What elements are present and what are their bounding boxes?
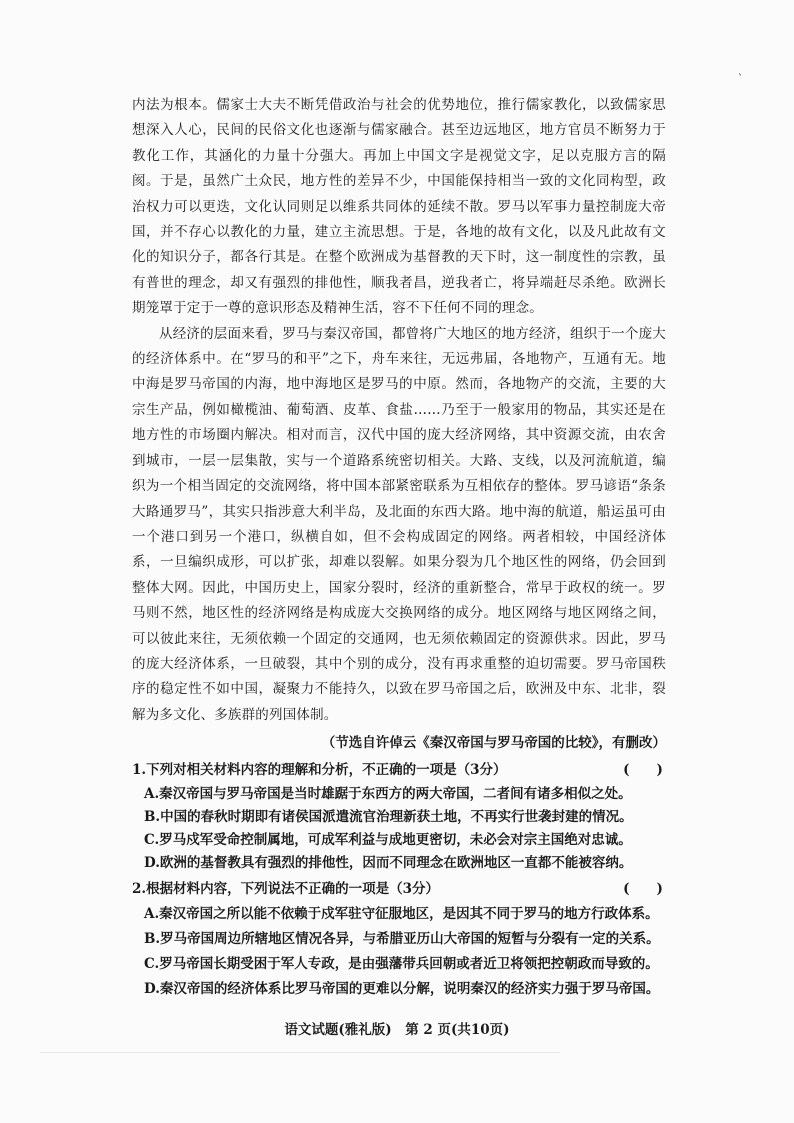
- page-footer: 语文试题(雅礼版) 第 2 页(共10页): [284, 1022, 510, 1038]
- question-2-stem-row: [132, 877, 666, 902]
- question-2-option-c: C.罗马帝国长期受困于军人专政，是由强藩带兵回朝或者近卫将领把控朝政而导致的。: [144, 956, 659, 973]
- question-2: [132, 877, 666, 1002]
- question-1: [132, 758, 666, 875]
- question-1-option-b: B.中国的春秋时期即有诸侯国派遣流官治理新获土地，不再实行世袭封建的情况。: [144, 809, 633, 826]
- passage-paragraph-2: 从经济的层面来看，罗马与秦汉帝国，都曾将广大地区的地方经济，组织于一个庞大的经济体系中。在“罗马的和平”之下，舟车来往，无远弗届，各地物产，互通有无。地中海是罗马帝国的内海，地中海地区是罗马的中原。然而，各地物产的交流，主要的大宗生产品，例如橄榄油、葡萄酒、皮革、食盐……乃至于一般家用的物品，其实还是在地方性的市场圈内解决。相对而言，汉代中国的庞大经济网络，其中资源交流，由农舍到城市，一层一层集散，实与一个道路系统密切相关。大路、支线，以及河流航道，编织为一个相当固定的交流网络，将中国本部紧密联系为互相依存的整体。罗马谚语“条条大路通罗马”，其实只指涉意大利半岛，及北面的东西大路。地中海的航道，船运虽可由一个港口到另一个港口，纵横自如，但不会构成固定的网络。两者相较，中国经济体系，一旦编织成形，可以扩张，却难以裂解。如果分裂为几个地区性的网络，仍会回到整体大网。因此，中国历史上，国家分裂时，经济的重新整合，常早于政权的统一。罗马则不然，地区性的经济网络是构成庞大交换网络的成分。地区网络与地区网络之间，可以彼此来往，无须依赖一个固定的交通网，也无须依赖固定的资源供求。因此，罗马的庞大经济体系，一旦破裂，其中个别的成分，没有再求重整的迫切需要。罗马帝国秩序的稳定性不如中国，凝聚力不能持久，以致在罗马帝国之后，欧洲及中东、北非，裂解为多文化、多族群的列国体制。: [132, 325, 666, 723]
- question-2-option-b: B.罗马帝国周边所辖地区情况各异，与希腊亚历山大帝国的短暂与分裂有一定的关系。: [144, 931, 660, 948]
- passage-source: （节选自许倬云《秦汉帝国与罗马帝国的比较》，有删改）: [321, 735, 666, 752]
- question-1-option-c: C.罗马戍军受命控制属地，可成军利益与成地更密切，未必会对宗主国绝对忠诚。: [144, 832, 632, 849]
- passage-paragraph-1: 内法为根本。儒家士大夫不断凭借政治与社会的优势地位，推行儒家教化，以致儒家思想深入人心，民间的民俗文化也逐渐与儒家融合。甚至边远地区，地方官员不断努力于教化工作，其涵化的力量十分强大。再加上中国文字是视觉文字，足以克服方言的隔阂。于是，虽然广土众民，地方性的差异不少，中国能保持相当一致的文化同构型，政治权力可以更迭，文化认同则足以维系共同体的延续不散。罗马以军事力量控制庞大帝国，并不存心以教化的力量，建立主流思想。于是，各地的故有文化，以及凡此故有文化的知识分子，都各行其是。在整个欧洲成为基督教的天下时，这一制度性的宗教，虽有普世的理念，却又有强烈的排他性，顺我者昌，逆我者亡，将异端赶尽杀绝。欧洲长期笼罩于定于一尊的意识形态及精神生活，容不下任何不同的理念。: [132, 97, 666, 317]
- question-1-stem: 1.下列对相关材料内容的理解和分析，不正确的一项是（3分）: [132, 762, 507, 779]
- scan-mark: `: [738, 74, 743, 85]
- question-1-answer-blank: ( ): [623, 762, 663, 779]
- question-2-answer-blank: ( ): [623, 881, 663, 898]
- question-2-option-a: A.秦汉帝国之所以能不依赖于戍军驻守征服地区，是因其不同于罗马的地方行政体系。: [144, 906, 659, 923]
- scan-artifact-line: [40, 1052, 560, 1053]
- question-1-stem-row: [132, 758, 666, 783]
- page-content: [132, 93, 666, 1002]
- question-1-option-d: D.欧洲的基督教具有强烈的排他性，因而不同理念在欧洲地区一直都不能被容纳。: [144, 855, 633, 872]
- question-1-option-a: A.秦汉帝国与罗马帝国是当时雄踞于东西方的两大帝国，二者间有诸多相似之处。: [144, 786, 632, 803]
- question-2-stem: 2.根据材料内容，下列说法不正确的一项是（3分）: [132, 881, 439, 898]
- question-2-option-d: D.秦汉帝国的经济体系比罗马帝国的更难以分解，说明秦汉的经济实力强于罗马帝国。: [144, 981, 660, 998]
